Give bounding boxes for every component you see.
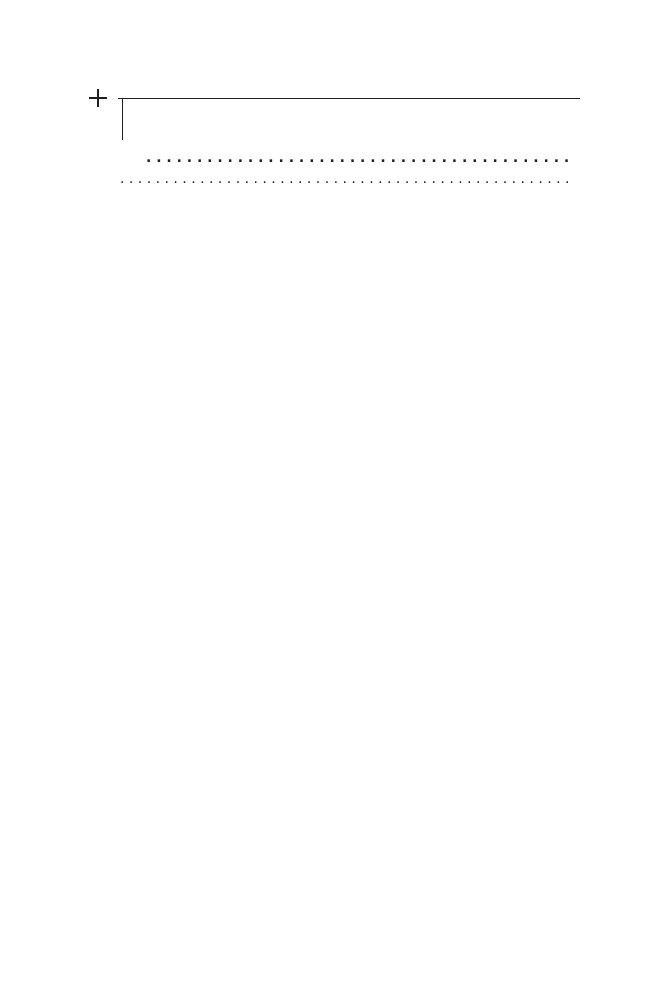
summary-row xyxy=(118,169,574,191)
table-of-contents xyxy=(118,117,574,209)
dot-leader xyxy=(146,148,572,170)
dot-leader xyxy=(120,169,572,191)
chapter-title xyxy=(118,126,574,148)
chapter-subtitle-row xyxy=(118,148,574,170)
crop-mark-vertical xyxy=(97,89,99,107)
header-rule xyxy=(118,98,580,99)
